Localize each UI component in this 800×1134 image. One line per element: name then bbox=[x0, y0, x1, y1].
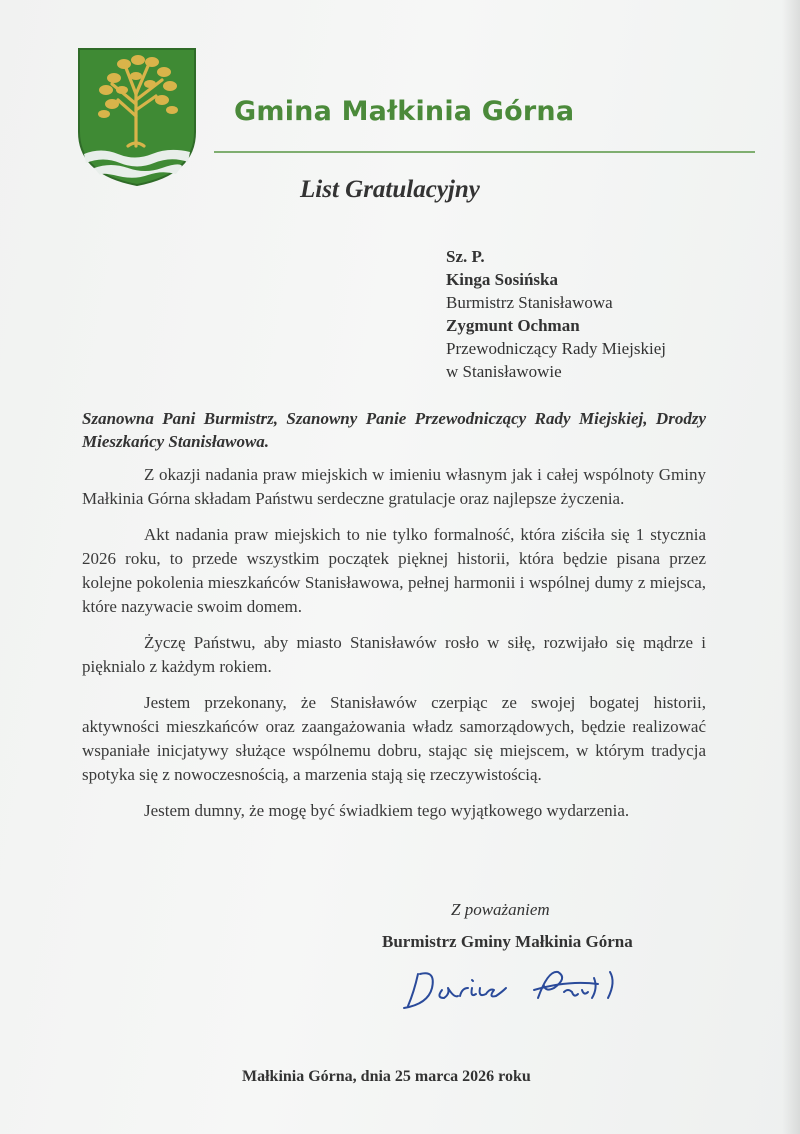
addressee-honorific: Sz. P. bbox=[446, 247, 485, 266]
addressee-block bbox=[446, 245, 666, 383]
place-and-date: Małkinia Górna, dnia 25 marca 2026 roku bbox=[242, 1068, 531, 1085]
salutation: Szanowna Pani Burmistrz, Szanowny Panie Przewodniczący Rady Miejskiej, Drodzy Mieszkańcy Stanisławowa. bbox=[82, 409, 706, 451]
body-paragraph: Życzę Państwu, aby miasto Stanisławów rosło w siłę, rozwijało się mądrze i pięknialo z każdym rokiem. bbox=[82, 633, 706, 676]
letter-body bbox=[82, 463, 706, 835]
closing-phrase: Z poważaniem bbox=[451, 900, 550, 919]
body-paragraph: Jestem dumny, że mogę być świadkiem tego wyjątkowego wydarzenia. bbox=[144, 801, 630, 820]
body-paragraph: Z okazji nadania praw miejskich w imieniu własnym jak i całej wspólnoty Gminy Małkinia Górna składam Państwu serdeczne gratulacje oraz najlepsze życzenia. bbox=[82, 465, 706, 508]
handwritten-signature bbox=[398, 958, 638, 1018]
addressee-title-chairman: Przewodniczący Rady Miejskiej bbox=[446, 339, 666, 358]
addressee-name-chairman: Zygmunt Ochman bbox=[446, 316, 580, 335]
organization-name: Gmina Małkinia Górna bbox=[234, 96, 575, 127]
body-paragraph: Jestem przekonany, że Stanisławów czerpiąc ze swojej bogatej historii, aktywności mieszkańców oraz zaangażowania władz samorządowych, będzie realizować wspaniałe inicjatywy służące wspólnemu dobru, stając się miejscem, w którym tradycja spotyka się z nowoczesnością, a marzenia stają się rzeczywistością. bbox=[82, 693, 706, 784]
signer-title: Burmistrz Gminy Małkinia Górna bbox=[382, 932, 633, 951]
addressee-name-mayor: Kinga Sosińska bbox=[446, 270, 558, 289]
body-paragraph: Akt nadania praw miejskich to nie tylko formalność, która ziściła się 1 stycznia 2026 roku, to przede wszystkim początek pięknej historii, która będzie pisana przez kolejne pokolenia mieszkańców Stanisławowa, pełnej harmonii i wspólnej dumy z miejsca, które nazywacie swoim domem. bbox=[82, 525, 706, 616]
addressee-title-mayor: Burmistrz Stanisławowa bbox=[446, 293, 613, 312]
addressee-location: w Stanisławowie bbox=[446, 362, 562, 381]
document-title: List Gratulacyjny bbox=[300, 176, 480, 203]
coat-of-arms-icon bbox=[76, 46, 198, 188]
header-divider bbox=[214, 151, 755, 153]
